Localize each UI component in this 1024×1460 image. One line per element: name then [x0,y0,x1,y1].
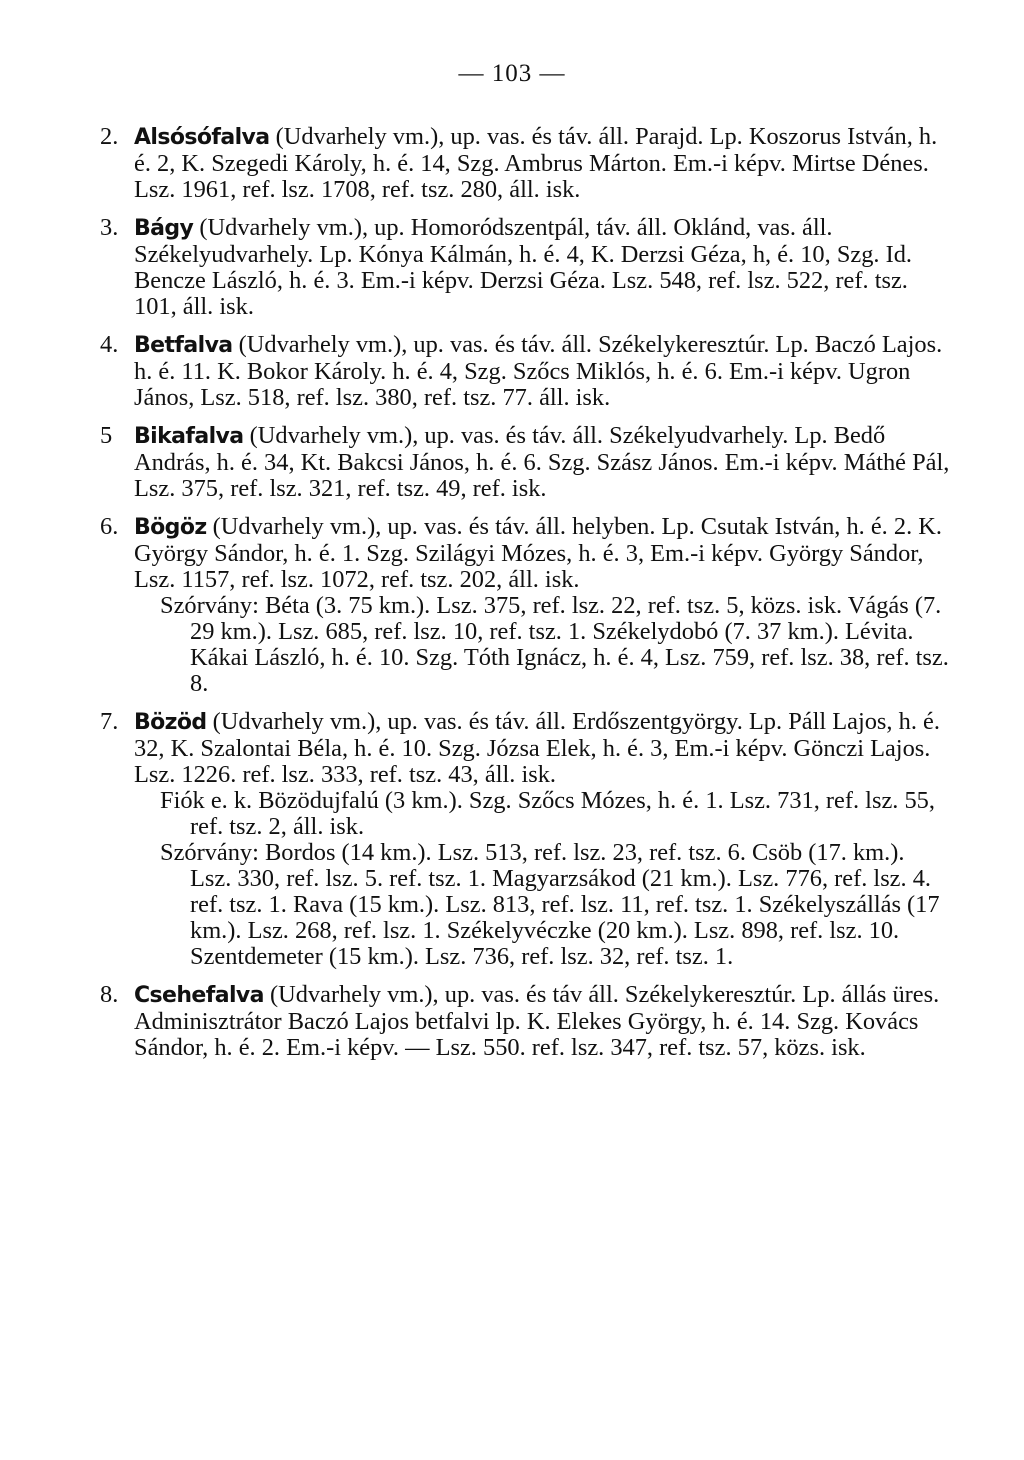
page-number: — 103 — [458,60,566,87]
entry-alsosofalva [100,124,950,203]
entry-text: (Udvarhely vm.), up. vas. és táv. áll. Erdőszentgyörgy. Lp. Páll Lajos, h. é. 32, K. Szalontai Béla, h. é. 10. Szg. Józsa Elek, h. é. 3, Em.-i képv. Gönczi Lajos. Lsz. 1226. ref. lsz. 333, ref. tsz. 43, áll. isk. [134,708,940,788]
entry-text: (Udvarhely vm.), up. vas. és táv. áll. Székelyudvarhely. Lp. Bedő András, h. é. 34, Kt. Bakcsi János, h. é. 6. Szg. Szász János. Em.-i képv. Máthé Pál, Lsz. 375, ref. lsz. 321, ref. tsz. 49, ref. isk. [134,422,950,502]
entry-text: (Udvarhely vm.), up. vas. és táv. áll. helyben. Lp. Csutak István, h. é. 2. K. György Sándor, h. é. 1. Szg. Szilágyi Mózes, h. é. 3, Em.-i képv. György Sándor, Lsz. 1157, ref. lsz. 1072, ref. tsz. 202, áll. isk. [134,513,942,593]
entry-text: (Udvarhely vm.), up. vas. és táv áll. Székelykeresztúr. Lp. állás üres. Adminisztrátor Baczó Lajos betfalvi lp. K. Elekes György, h. é. 14. Szg. Kovács Sándor, h. é. 2. Em.-i képv. — Lsz. 550. ref. lsz. 347, ref. tsz. 57, közs. isk. [134,981,940,1061]
entry-text: (Udvarhely vm.), up. vas. és táv. áll. Parajd. Lp. Koszorus István, h. é. 2, K. Szegedi Károly, h. é. 14, Szg. Ambrus Márton. Em.-i képv. Mirtse Dénes. Lsz. 1961, ref. lsz. 1708, ref. tsz. 280, áll. isk. [134,123,938,203]
entry-bikafalva [100,423,950,502]
place-name: Betfalva [134,333,233,358]
entry-text: (Udvarhely vm.), up. Homoródszentpál, táv. áll. Oklánd, vas. áll. Székelyudvarhely. Lp. Kónya Kálmán, h. é. 4, K. Derzsi Géza, h, é. 10, Szg. Id. Bencze László, h. é. 3. Em.-i képv. Derzsi Géza. Lsz. 548, ref. lsz. 522, ref. tsz. 101, áll. isk. [134,214,913,320]
entry-number: 4. [100,331,119,358]
entry-csehefalva [100,982,950,1061]
entry-number: 6. [100,513,119,540]
entry-bagy [100,215,950,320]
entry-number: 7. [100,708,119,735]
entry-number: 3. [100,214,119,241]
entry-list [100,124,950,1073]
entry-number: 2. [100,123,119,150]
entry-bogoz [100,514,950,697]
place-name: Alsósófalva [134,125,270,150]
scattered-settlements: Szórvány: Bordos (14 km.). Lsz. 513, ref. lsz. 23, ref. tsz. 6. Csöb (17. km.). Lsz. 330, ref. lsz. 5. ref. tsz. 1. Magyarzsákod (21 km.). Lsz. 776, ref. lsz. 4. ref. tsz. 1. Rava (15 km.). Lsz. 813, ref. lsz. 11, ref. tsz. 1. Székelyszállás (17 km.). Lsz. 268, ref. lsz. 1. Székelyvéczke (20 km.). Lsz. 898, ref. lsz. 10. Szentdemeter (15 km.). Lsz. 736, ref. lsz. 32, ref. tsz. 1. [160,839,940,970]
scattered-settlements: Szórvány: Béta (3. 75 km.). Lsz. 375, ref. lsz. 22, ref. tsz. 5, közs. isk. Vágás (7. 29 km.). Lsz. 685, ref. lsz. 10, ref. tsz. 1. Székelydobó (7. 37 km.). Lévita. Kákai László, h. é. 10. Szg. Tóth Ignácz, h. é. 4, Lsz. 759, ref. lsz. 38, ref. tsz. 8. [160,592,949,697]
entry-bozod [100,709,950,970]
entry-number: 8. [100,981,119,1008]
branch-congregation: Fiók e. k. Bözödujfalú (3 km.). Szg. Szőcs Mózes, h. é. 1. Lsz. 731, ref. lsz. 55, ref. tsz. 2, áll. isk. [160,787,935,840]
entry-number: 5 [100,422,113,449]
place-name: Bágy [134,216,194,241]
place-name: Bögöz [134,515,207,540]
place-name: Bikafalva [134,424,244,449]
entry-betfalva [100,332,950,411]
place-name: Bözöd [134,710,207,735]
entry-text: (Udvarhely vm.), up. vas. és táv. áll. Székelykeresztúr. Lp. Baczó Lajos. h. é. 11. K. Bokor Károly. h. é. 4, Szg. Szőcs Miklós, h. é. 6. Em.-i képv. Ugron János, Lsz. 518, ref. lsz. 380, ref. tsz. 77. áll. isk. [134,331,943,411]
place-name: Csehefalva [134,983,264,1008]
